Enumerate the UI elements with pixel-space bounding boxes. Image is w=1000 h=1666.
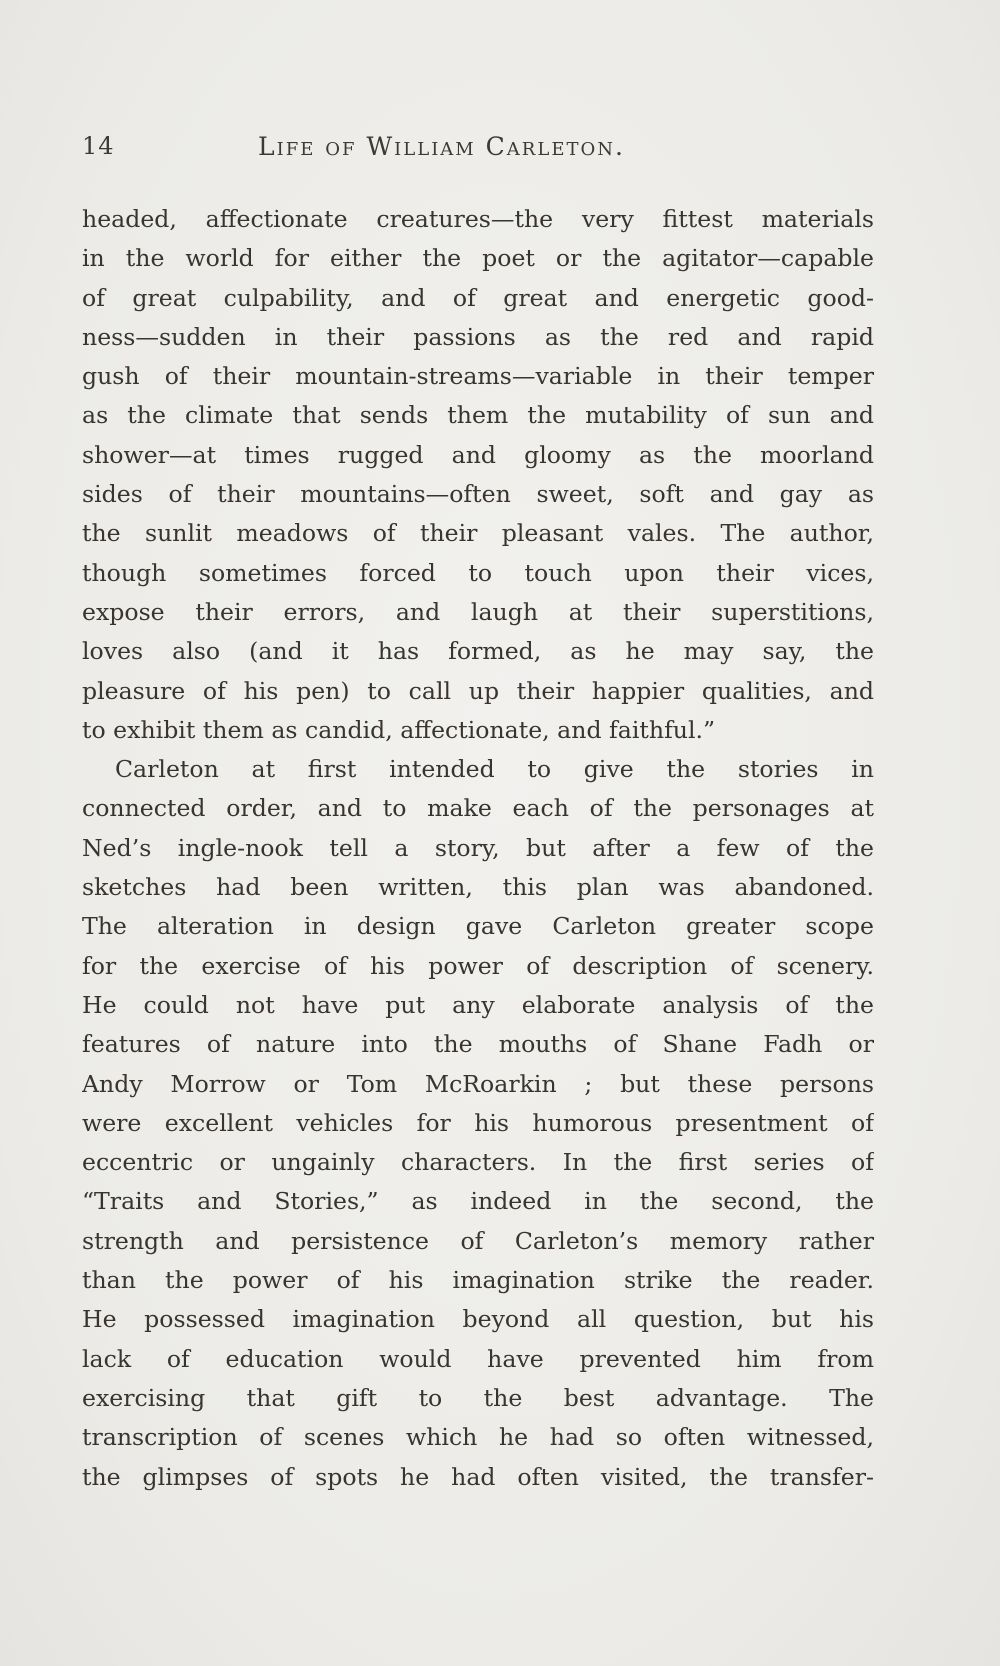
page-number: 14 — [82, 132, 115, 160]
text-line: expose their errors, and laugh at their superstitions, — [82, 597, 874, 626]
text-line: sketches had been written, this plan was abandoned. — [82, 873, 874, 902]
text-line: transcription of scenes which he had so often witnessed, — [82, 1423, 874, 1452]
text-line: strength and persistence of Carleton’s memory rather — [82, 1226, 874, 1255]
text-line: lack of education would have prevented him from — [82, 1344, 874, 1373]
text-line: “Traits and Stories,” as indeed in the second, the — [82, 1187, 874, 1216]
running-title: Life of William Carleton. — [258, 132, 625, 161]
text-line: the sunlit meadows of their pleasant vales. The author, — [82, 519, 874, 548]
body-text — [82, 200, 874, 1497]
text-line: as the climate that sends them the mutability of sun and — [82, 401, 874, 430]
text-line: in the world for either the poet or the agitator—capable — [82, 244, 874, 273]
text-line: Ned’s ingle-nook tell a story, but after a few of the — [82, 833, 874, 862]
text-line: headed, affectionate creatures—the very fittest materials — [82, 205, 874, 233]
text-line: of great culpability, and of great and energetic good- — [82, 283, 874, 312]
text-line: The alteration in design gave Carleton greater scope — [82, 912, 874, 941]
text-line: connected order, and to make each of the personages at — [82, 794, 874, 823]
text-line: the glimpses of spots he had often visited, the transfer- — [82, 1462, 874, 1491]
text-line: exercising that gift to the best advantage. The — [82, 1383, 874, 1412]
text-line: He could not have put any elaborate analysis of the — [82, 990, 874, 1019]
text-line: pleasure of his pen) to call up their happier qualities, and — [82, 676, 874, 705]
text-line: gush of their mountain-streams—variable in their temper — [82, 362, 874, 391]
text-line: sides of their mountains—often sweet, soft and gay as — [82, 480, 874, 509]
text-line: shower—at times rugged and gloomy as the moorland — [82, 440, 874, 469]
text-line: He possessed imagination beyond all question, but his — [82, 1305, 874, 1334]
page-header — [82, 132, 722, 172]
text-line-paragraph-start: Carleton at first intended to give the stories in — [115, 755, 874, 784]
text-line: than the power of his imagination strike the reader. — [82, 1266, 874, 1295]
text-line: ness—sudden in their passions as the red and rapid — [82, 322, 874, 351]
text-line: Andy Morrow or Tom McRoarkin ; but these persons — [82, 1069, 874, 1098]
text-line: though sometimes forced to touch upon their vices, — [82, 558, 874, 587]
text-line: features of nature into the mouths of Shane Fadh or — [82, 1030, 874, 1059]
text-line: eccentric or ungainly characters. In the first series of — [82, 1148, 874, 1177]
text-line-paragraph-end: to exhibit them as candid, affectionate, and faithful.” — [82, 715, 716, 744]
text-line: were excellent vehicles for his humorous presentment of — [82, 1108, 874, 1137]
text-line: loves also (and it has formed, as he may say, the — [82, 637, 874, 666]
text-line: for the exercise of his power of description of scenery. — [82, 951, 874, 980]
